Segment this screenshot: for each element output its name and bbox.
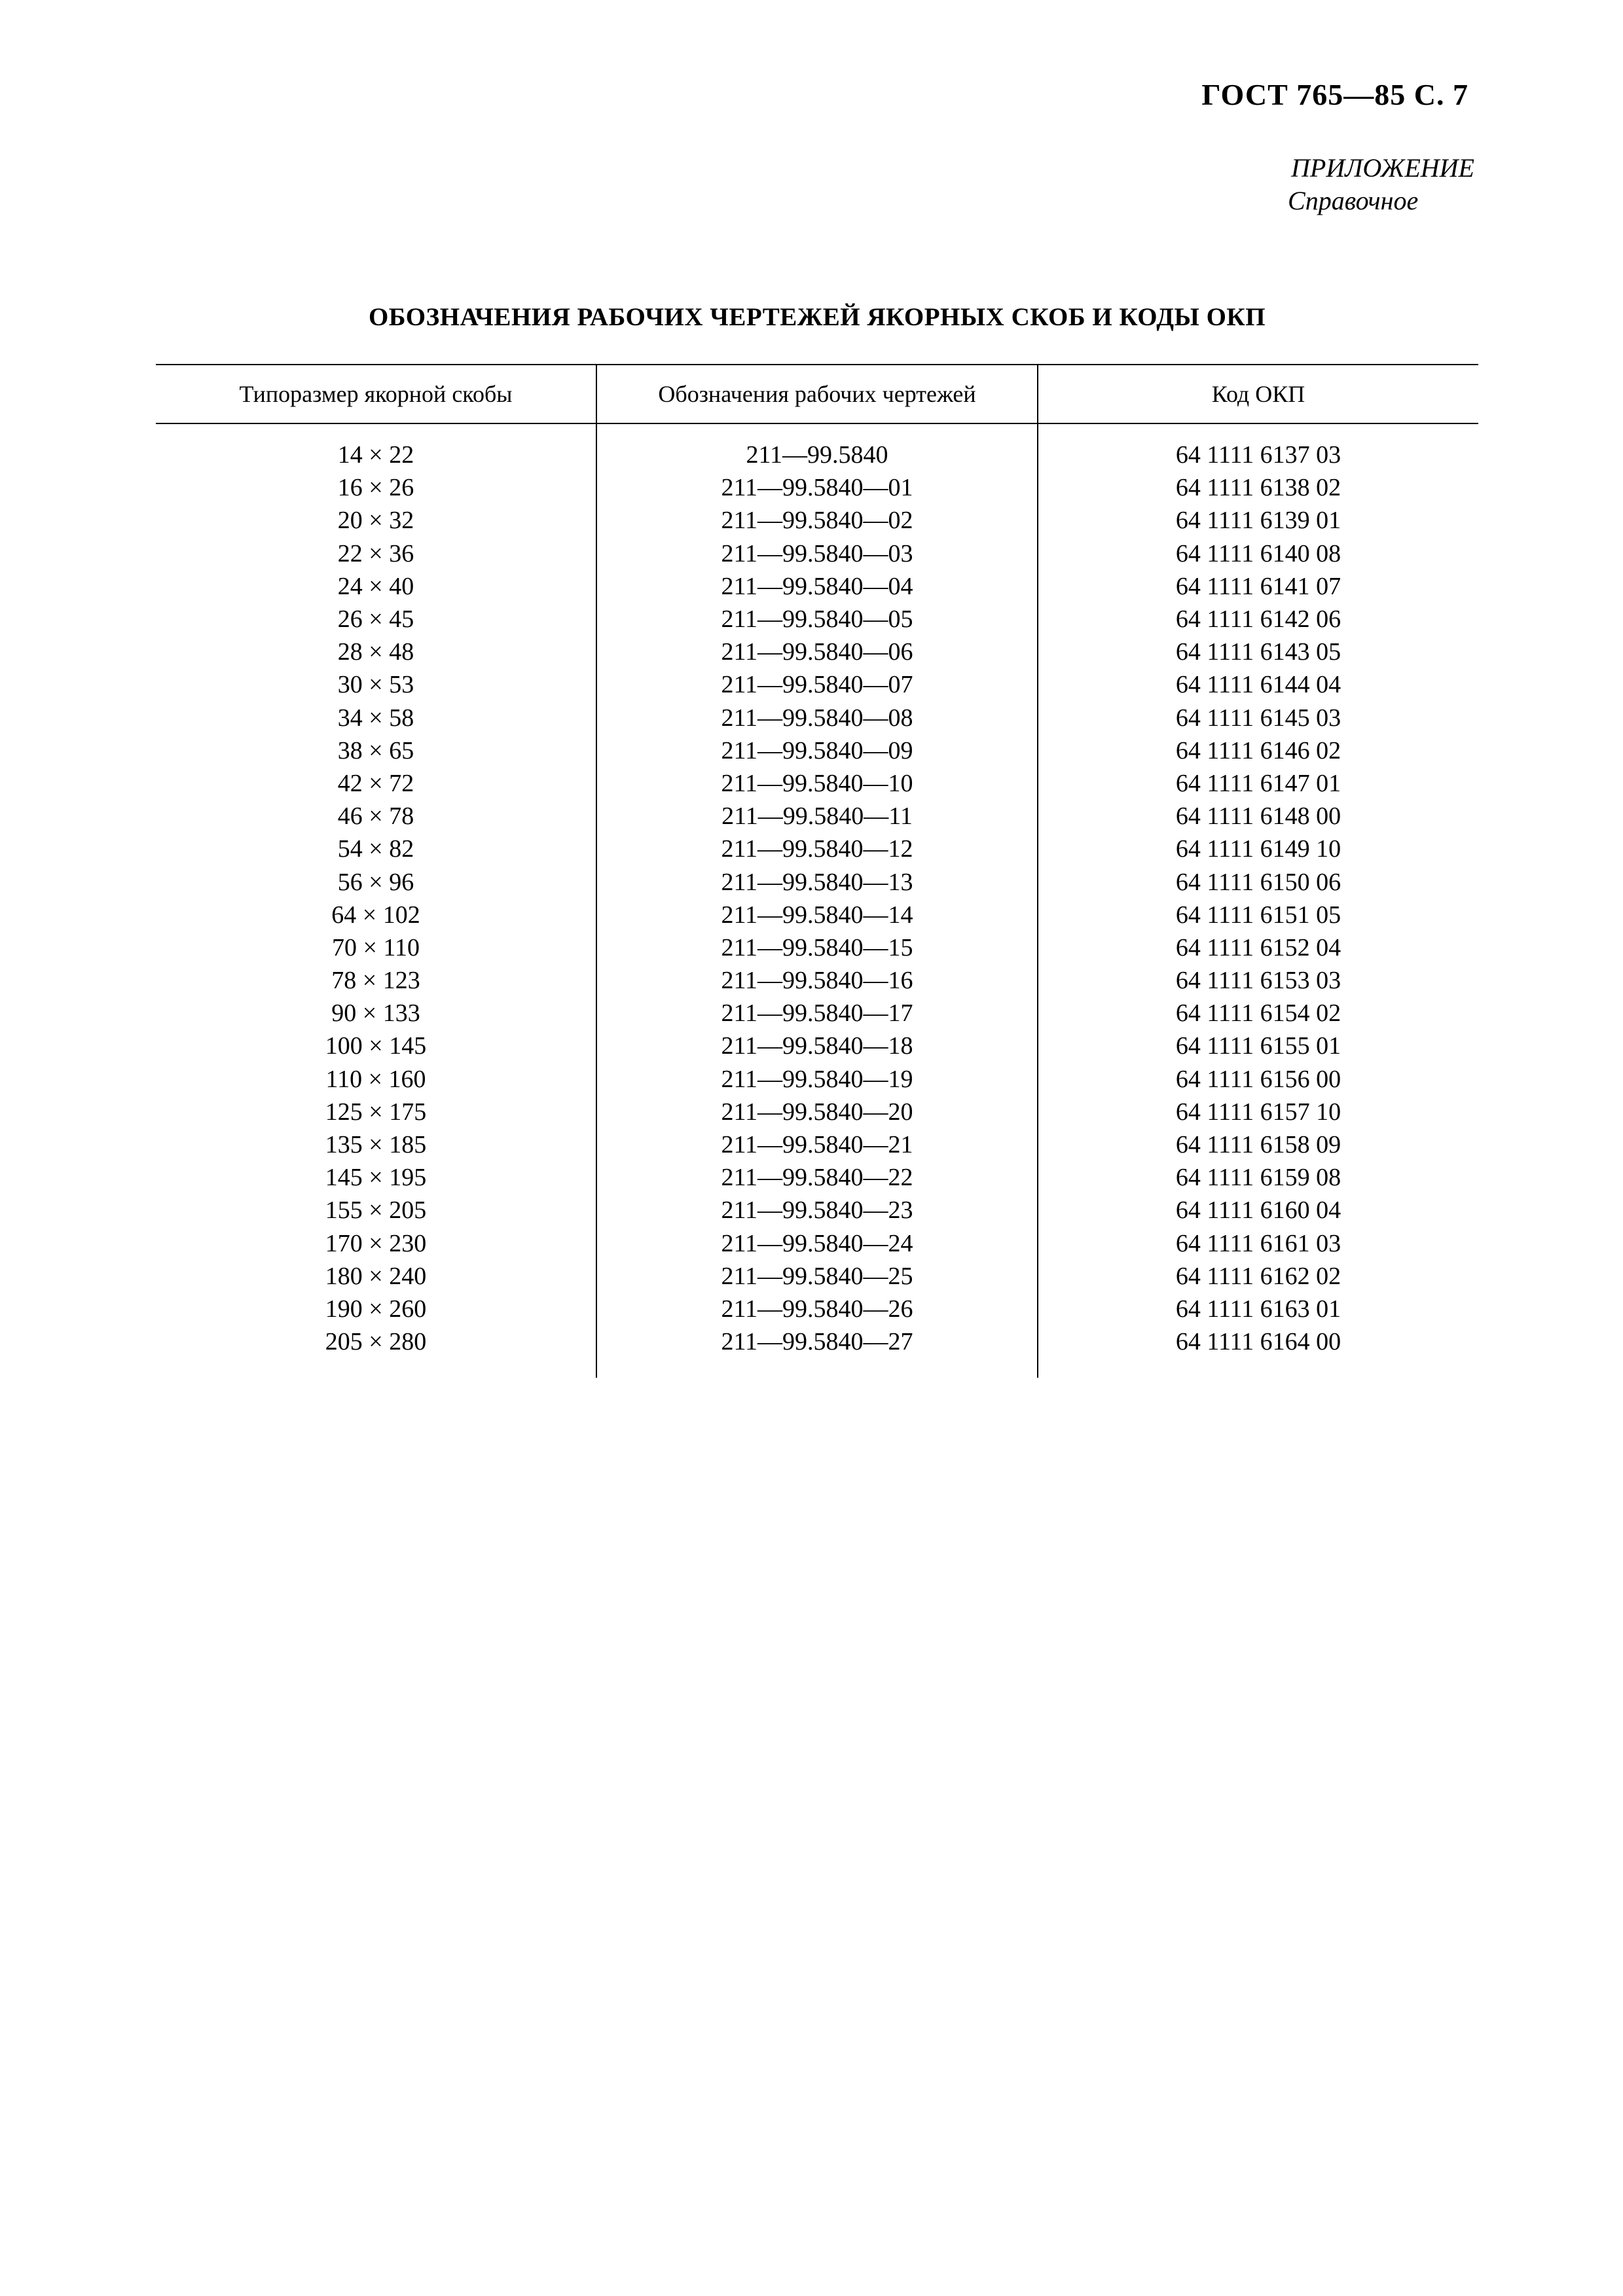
cell-drawing: 211—99.5840—06 [596, 636, 1038, 668]
cell-drawing: 211—99.5840—17 [596, 997, 1038, 1030]
cell-okp: 64 1111 6146 02 [1038, 734, 1478, 767]
table-row [156, 1096, 1478, 1128]
cell-drawing: 211—99.5840—13 [596, 865, 1038, 898]
cell-drawing: 211—99.5840—14 [596, 899, 1038, 931]
table-row [156, 439, 1478, 471]
cell-size: 34 × 58 [337, 704, 414, 732]
cell-drawing: 211—99.5840—05 [596, 603, 1038, 636]
cell-drawing: 211—99.5840—22 [596, 1161, 1038, 1194]
cell-drawing: 211—99.5840—01 [596, 471, 1038, 504]
table-row [156, 1227, 1478, 1260]
cell-drawing: 211—99.5840—11 [596, 800, 1038, 833]
cell-okp: 64 1111 6156 00 [1038, 1063, 1478, 1096]
cell-size: 135 × 185 [325, 1131, 427, 1159]
cell-drawing: 211—99.5840—02 [596, 504, 1038, 537]
table-row [156, 504, 1478, 537]
table-row [156, 537, 1478, 570]
cell-drawing: 211—99.5840—12 [596, 833, 1038, 865]
cell-okp: 64 1111 6141 07 [1038, 570, 1478, 603]
table-row [156, 865, 1478, 898]
cell-okp: 64 1111 6140 08 [1038, 537, 1478, 570]
cell-drawing: 211—99.5840—23 [596, 1194, 1038, 1227]
cell-okp: 64 1111 6152 04 [1038, 931, 1478, 964]
table-row [156, 767, 1478, 800]
cell-size: 46 × 78 [337, 802, 414, 831]
table-tail-row [156, 1358, 1478, 1378]
cell-drawing: 211—99.5840—03 [596, 537, 1038, 570]
cell-okp: 64 1111 6150 06 [1038, 865, 1478, 898]
cell-drawing: 211—99.5840—15 [596, 931, 1038, 964]
cell-size: 180 × 240 [325, 1262, 427, 1290]
cell-okp: 64 1111 6159 08 [1038, 1161, 1478, 1194]
cell-size: 145 × 195 [325, 1164, 427, 1192]
drawings-table [156, 364, 1478, 1378]
cell-size: 56 × 96 [337, 868, 414, 896]
cell-size: 155 × 205 [325, 1196, 427, 1225]
cell-okp: 64 1111 6138 02 [1038, 471, 1478, 504]
cell-drawing: 211—99.5840 [596, 439, 1038, 471]
table-row [156, 1161, 1478, 1194]
table-row [156, 471, 1478, 504]
cell-drawing: 211—99.5840—04 [596, 570, 1038, 603]
cell-size: 205 × 280 [325, 1328, 427, 1356]
cell-size: 78 × 123 [331, 967, 420, 995]
cell-okp: 64 1111 6144 04 [1038, 668, 1478, 701]
page-header: ГОСТ 765—85 С. 7 [1201, 78, 1468, 111]
table-row [156, 1063, 1478, 1096]
table-row [156, 1030, 1478, 1062]
cell-size: 26 × 45 [337, 605, 414, 634]
cell-size: 20 × 32 [337, 507, 414, 535]
cell-okp: 64 1111 6154 02 [1038, 997, 1478, 1030]
cell-okp: 64 1111 6161 03 [1038, 1227, 1478, 1260]
table-row [156, 668, 1478, 701]
table-row [156, 603, 1478, 636]
appendix-block [1288, 152, 1474, 217]
table-row [156, 997, 1478, 1030]
cell-okp: 64 1111 6158 09 [1038, 1128, 1478, 1161]
cell-size: 54 × 82 [337, 835, 414, 863]
column-header-size: Типоразмер якорной скобы [156, 365, 596, 423]
table-row [156, 931, 1478, 964]
cell-okp: 64 1111 6148 00 [1038, 800, 1478, 833]
table-row [156, 702, 1478, 734]
cell-drawing: 211—99.5840—20 [596, 1096, 1038, 1128]
cell-drawing: 211—99.5840—16 [596, 964, 1038, 997]
appendix-sublabel: Справочное [1288, 186, 1419, 215]
cell-size: 14 × 22 [337, 441, 414, 469]
table-row [156, 734, 1478, 767]
cell-okp: 64 1111 6139 01 [1038, 504, 1478, 537]
table-row [156, 570, 1478, 603]
column-header-drawing: Обозначения рабочих чертежей [596, 365, 1038, 423]
cell-size: 125 × 175 [325, 1098, 427, 1126]
cell-drawing: 211—99.5840—08 [596, 702, 1038, 734]
cell-okp: 64 1111 6151 05 [1038, 899, 1478, 931]
table-row [156, 1293, 1478, 1325]
appendix-label: ПРИЛОЖЕНИЕ [1291, 153, 1474, 183]
cell-size: 30 × 53 [337, 671, 414, 699]
cell-size: 90 × 133 [331, 999, 420, 1028]
table-row [156, 1128, 1478, 1161]
table-body [156, 423, 1478, 1378]
cell-size: 70 × 110 [331, 933, 420, 961]
cell-size: 24 × 40 [337, 572, 414, 600]
cell-okp: 64 1111 6149 10 [1038, 833, 1478, 865]
cell-drawing: 211—99.5840—24 [596, 1227, 1038, 1260]
cell-okp: 64 1111 6164 00 [1038, 1325, 1478, 1358]
cell-size: 16 × 26 [337, 474, 414, 502]
table-row [156, 964, 1478, 997]
table-row [156, 899, 1478, 931]
cell-size: 190 × 260 [325, 1295, 427, 1323]
cell-drawing: 211—99.5840—26 [596, 1293, 1038, 1325]
cell-okp: 64 1111 6162 02 [1038, 1260, 1478, 1293]
cell-size: 28 × 48 [337, 638, 414, 666]
table-row [156, 636, 1478, 668]
cell-drawing: 211—99.5840—09 [596, 734, 1038, 767]
cell-size: 170 × 230 [325, 1229, 427, 1257]
cell-drawing: 211—99.5840—07 [596, 668, 1038, 701]
table-row [156, 1194, 1478, 1227]
cell-okp: 64 1111 6160 04 [1038, 1194, 1478, 1227]
cell-size: 22 × 36 [337, 539, 414, 567]
cell-okp: 64 1111 6145 03 [1038, 702, 1478, 734]
cell-okp: 64 1111 6142 06 [1038, 603, 1478, 636]
cell-okp: 64 1111 6157 10 [1038, 1096, 1478, 1128]
table-row [156, 833, 1478, 865]
cell-drawing: 211—99.5840—18 [596, 1030, 1038, 1062]
cell-size: 42 × 72 [337, 769, 414, 797]
cell-drawing: 211—99.5840—19 [596, 1063, 1038, 1096]
cell-size: 64 × 102 [331, 901, 420, 929]
table-row [156, 1325, 1478, 1358]
document-title: ОБОЗНАЧЕНИЯ РАБОЧИХ ЧЕРТЕЖЕЙ ЯКОРНЫХ СКОБ И КОДЫ ОКП [368, 303, 1266, 331]
table-header-row [156, 365, 1478, 423]
cell-drawing: 211—99.5840—27 [596, 1325, 1038, 1358]
cell-drawing: 211—99.5840—21 [596, 1128, 1038, 1161]
cell-okp: 64 1111 6137 03 [1038, 439, 1478, 471]
cell-drawing: 211—99.5840—10 [596, 767, 1038, 800]
cell-okp: 64 1111 6155 01 [1038, 1030, 1478, 1062]
column-header-okp: Код ОКП [1038, 365, 1478, 423]
cell-size: 38 × 65 [337, 736, 414, 764]
table-header [156, 365, 1478, 423]
cell-drawing: 211—99.5840—25 [596, 1260, 1038, 1293]
table-row [156, 1260, 1478, 1293]
cell-size: 110 × 160 [325, 1065, 426, 1093]
table-spacer-row [156, 423, 1478, 439]
table-row [156, 800, 1478, 833]
cell-size: 100 × 145 [325, 1032, 427, 1060]
cell-okp: 64 1111 6153 03 [1038, 964, 1478, 997]
cell-okp: 64 1111 6147 01 [1038, 767, 1478, 800]
cell-okp: 64 1111 6143 05 [1038, 636, 1478, 668]
cell-okp: 64 1111 6163 01 [1038, 1293, 1478, 1325]
